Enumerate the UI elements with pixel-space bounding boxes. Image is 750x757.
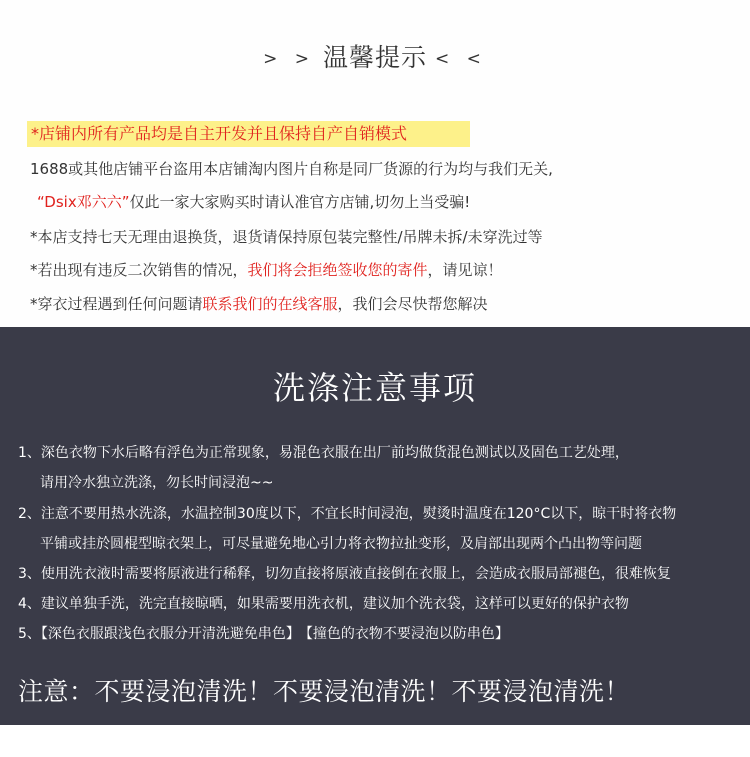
support-text-a: *穿衣过程遇到任何问题请 (30, 295, 203, 313)
resale-text-b: ，请见谅！ (427, 261, 503, 279)
wash-item-5 (18, 624, 509, 644)
no-soak-warning: 注意：不要浸泡清洗！不要浸泡清洗！不要浸泡清洗！ (18, 677, 631, 706)
wash-item-1-cont: 请用冷水独立洗涤，勿长时间浸泡~~ (40, 475, 274, 491)
washing-section (0, 327, 750, 725)
resale-text-a: *若出现有违反二次销售的情况， (30, 261, 248, 279)
resale-warning: 我们将会拒绝签收您的寄件 (247, 261, 428, 279)
brand-name: “Dsix邓六六” (37, 193, 130, 211)
tips-section (0, 0, 750, 327)
wash-item-2-cont: 平铺或挂於圆棍型晾衣架上，可尽量避免地心引力将衣物拉扯变形，及肩部出现两个凸出物等问题 (40, 536, 642, 552)
washing-title: 洗涤注意事项 (272, 369, 477, 407)
official-store-text: 仅此一家大家购买时请认准官方店铺,切勿上当受骗! (129, 193, 471, 211)
left-arrows: > > (263, 49, 315, 69)
tip-line-return-policy: *本店支持七天无理由退换货，退货请保持原包装完整性/吊牌未拆/未穿洗过等 (30, 228, 543, 246)
wash-item-5-b: 【撞色的衣物不要浸泡以防串色】 (305, 626, 509, 642)
tips-title: 温馨提示 (322, 43, 427, 72)
support-text-b: ，我们会尽快帮您解决 (337, 295, 488, 313)
tip-line-copy-disclaimer: 1688或其他店铺平台盗用本店铺淘内图片自称是同厂货源的行为均与我们无关, (30, 160, 553, 178)
wash-item-1: 1、深色衣物下水后略有浮色为正常现象，易混色衣服在出厂前均做货混色测试以及固色工艺处理， (18, 445, 629, 461)
tip-line-original-product: *店铺内所有产品均是自主开发并且保持自产自销模式 (31, 124, 408, 143)
customer-service-link: 联系我们的在线客服 (202, 295, 338, 313)
tip-line-resale (30, 259, 503, 281)
wash-item-3: 3、使用洗衣液时需要将原液进行稀释，切勿直接将原液直接倒在衣服上，会造成衣服局部褪色，很难恢复 (18, 566, 671, 582)
tips-heading (0, 38, 750, 74)
tip-line-support (30, 293, 488, 315)
wash-item-4: 4、建议单独手洗，洗完直接晾晒，如果需要用洗衣机，建议加个洗衣袋，这样可以更好的保护衣物 (18, 596, 629, 612)
tip-line-official-store (37, 191, 470, 213)
right-arrows: < < (435, 49, 487, 69)
wash-item-2: 2、注意不要用热水洗涤，水温控制30度以下，不宜长时间浸泡，熨烫时温度在120°C以下，晾干时将衣物 (18, 506, 677, 522)
wash-item-5-a: 5、【深色衣服跟浅色衣服分开清洗避免串色】 (18, 626, 300, 642)
